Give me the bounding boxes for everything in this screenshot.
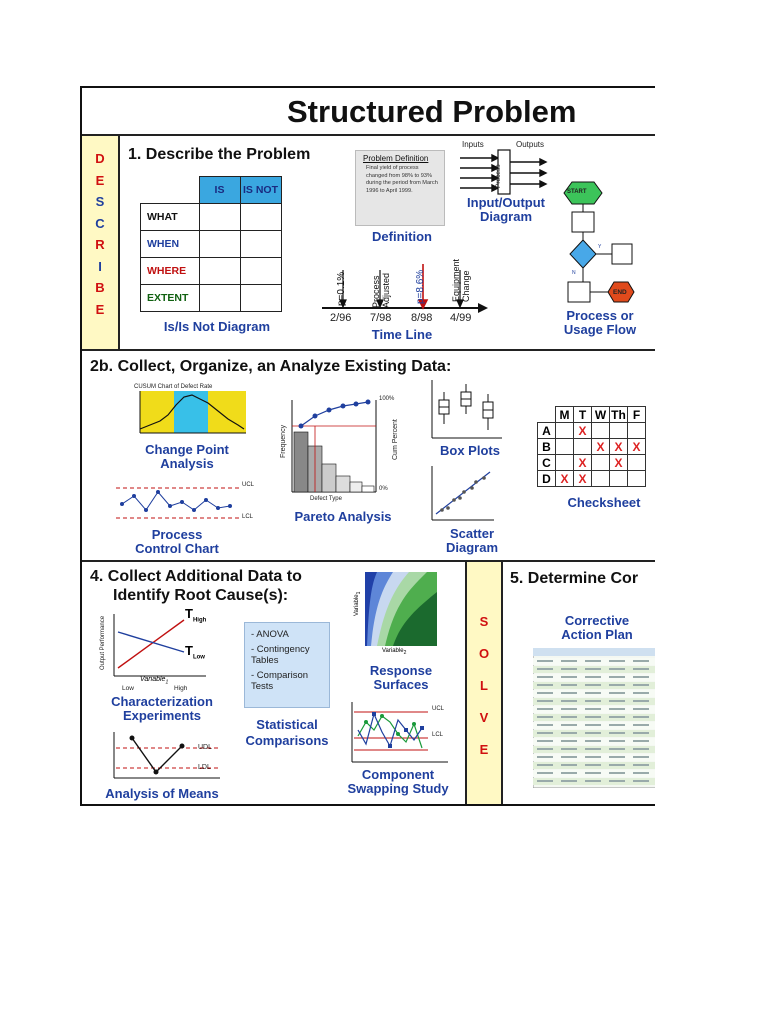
response-label-1: Response (369, 663, 433, 678)
plan-cell-text (609, 740, 625, 742)
checksheet-cell (574, 439, 592, 455)
section-1-divider (82, 349, 655, 351)
io-process-text: Process (495, 164, 502, 188)
stat-item-comparison: - Comparison Tests (251, 670, 309, 692)
plan-cell-text (561, 660, 577, 662)
plan-cell-text (585, 668, 601, 670)
pareto-xlabel: Defect Type (310, 496, 342, 502)
plan-cell-text (537, 764, 553, 766)
stat-item-contingency: - Contingency Tables (251, 644, 310, 666)
section-1-heading: 1. Describe the Problem (128, 146, 311, 163)
checksheet-col-m: M (556, 407, 574, 423)
plan-cell-text (633, 764, 649, 766)
checksheet-row-label: B (538, 439, 556, 455)
flow-label-2: Usage Flow (563, 322, 637, 337)
checksheet-cell (556, 423, 574, 439)
checksheet-cell (592, 455, 610, 471)
plan-cell-text (633, 660, 649, 662)
plan-cell-text (609, 772, 625, 774)
plan-cell-text (609, 708, 625, 710)
timeline-date-1: 2/96 (330, 312, 352, 324)
corrective-label-2: Action Plan (561, 627, 633, 642)
plan-cell-text (561, 732, 577, 734)
checksheet-row-label: A (538, 423, 556, 439)
solve-letter: V (479, 710, 489, 725)
plan-cell-text (609, 756, 625, 758)
solve-divider-right (501, 562, 503, 806)
checksheet-cell (610, 423, 628, 439)
cusum-title: CUSUM Chart of Defect Rate (134, 384, 213, 390)
plan-cell-text (609, 716, 625, 718)
checksheet-cell: X (610, 439, 628, 455)
plan-cell-text (561, 668, 577, 670)
t-high-label: $T_{High}$ (185, 606, 207, 624)
section-2b-heading: 2b. Collect, Organize, an Analyze Existing Data: (90, 358, 452, 375)
section-2-divider (82, 560, 655, 562)
corrective-action-plan-image (533, 648, 655, 788)
plan-cell-text (561, 764, 577, 766)
plan-cell-text (585, 764, 601, 766)
plan-cell-text (585, 724, 601, 726)
io-label-1: Input/Output (467, 195, 545, 210)
scatter-diagram (430, 466, 496, 524)
plan-cell-text (537, 676, 553, 678)
response-surface-chart (365, 572, 437, 646)
plan-cell-text (633, 772, 649, 774)
plan-cell-text (561, 724, 577, 726)
pareto-ylabel: Frequency (280, 424, 287, 458)
swapping-lcl: LCL (432, 732, 444, 738)
plan-cell-text (585, 772, 601, 774)
plan-cell-text (537, 708, 553, 710)
flow-label-1: Process or (566, 308, 634, 323)
describe-column (82, 136, 118, 349)
swapping-ucl: UCL (432, 706, 445, 712)
checksheet-cell: X (610, 455, 628, 471)
timeline-label: Time Line (371, 327, 433, 342)
scatter-label-1: Scatter (449, 526, 495, 541)
anom-ldl: LDL (198, 764, 211, 771)
title-divider (82, 134, 655, 136)
io-inputs-text: Inputs (462, 140, 484, 149)
plan-cell-text (561, 700, 577, 702)
timeline-top-label-3: p=8.6% (415, 269, 426, 304)
plan-cell-text (561, 780, 577, 782)
describe-letter: B (95, 280, 105, 295)
plan-cell-text (609, 724, 625, 726)
flow-end-text: END (613, 289, 627, 296)
characterization-xvar: Variable$_1$ (140, 676, 169, 686)
plan-cell-text (609, 660, 625, 662)
solve-letter: L (480, 678, 488, 693)
plan-cell-text (633, 748, 649, 750)
characterization-high: High (174, 685, 188, 692)
stat-label-1: Statistical (256, 717, 318, 732)
plan-cell-text (561, 716, 577, 718)
change-point-label-1: Change Point (145, 442, 229, 457)
scatter-label-2: Diagram (445, 540, 499, 555)
problem-definition-box (355, 150, 445, 226)
plan-cell-text (633, 676, 649, 678)
plan-cell-text (633, 756, 649, 758)
checksheet-cell (592, 471, 610, 487)
checksheet-cell (556, 439, 574, 455)
section-5-heading: 5. Determine Cor (510, 570, 639, 587)
checksheet-cell: X (574, 455, 592, 471)
pareto-pct-top: 100% (379, 396, 395, 402)
poster-title: Structured Problem (287, 94, 577, 129)
plan-cell-text (537, 756, 553, 758)
plan-cell-text (537, 740, 553, 742)
box-plots (430, 380, 504, 442)
section-4-heading-2: Identify Root Cause(s): (113, 587, 289, 604)
timeline-date-3: 8/98 (411, 312, 433, 324)
plan-cell-text (585, 692, 601, 694)
problem-solving-poster (80, 86, 655, 806)
control-chart-lcl: LCL (242, 514, 254, 520)
timeline-top-label-2: Process Adjusted (371, 272, 391, 308)
checksheet-cell (592, 423, 610, 439)
checksheet-cell (556, 455, 574, 471)
plan-cell-text (609, 668, 625, 670)
cusum-chart (124, 391, 250, 443)
timeline-date-2: 7/98 (370, 312, 392, 324)
checksheet-col-th: Th (611, 407, 626, 422)
plan-cell-text (609, 676, 625, 678)
flow-start-text: START (567, 189, 587, 195)
checksheet-cell (628, 455, 646, 471)
is-not-column-header: IS NOT (240, 177, 281, 204)
plan-cell-text (609, 684, 625, 686)
row-extent: EXTENT (141, 285, 200, 312)
definition-title: Problem Definition (363, 154, 429, 163)
plan-cell-text (537, 668, 553, 670)
plan-cell-text (633, 708, 649, 710)
control-chart-label-2: Control Chart (135, 541, 219, 556)
solve-column (467, 562, 501, 806)
characterization-label-2: Experiments (122, 708, 202, 723)
plan-cell-text (633, 724, 649, 726)
definition-label: Definition (372, 229, 432, 244)
plan-cell-text (561, 684, 577, 686)
plan-cell-text (633, 684, 649, 686)
describe-letter: I (98, 258, 102, 274)
stat-item-anova: - ANOVA (251, 629, 289, 640)
plan-cell-text (609, 692, 625, 694)
checksheet-row-label: D (538, 471, 556, 487)
plan-cell-text (633, 780, 649, 782)
plan-cell-text (537, 780, 553, 782)
plan-cell-text (585, 660, 601, 662)
checksheet-cell: X (556, 471, 574, 487)
plan-cell-text (561, 676, 577, 678)
plan-cell-text (633, 668, 649, 670)
checksheet-cell: X (574, 423, 592, 439)
plan-cell-text (561, 772, 577, 774)
plan-cell-text (609, 700, 625, 702)
plan-cell-text (561, 756, 577, 758)
describe-divider (118, 136, 120, 349)
plan-cell-text (537, 716, 553, 718)
timeline-top-label-1: p=0.1% (336, 271, 347, 306)
timeline-top-label-4: Equipment Change (451, 258, 471, 302)
checksheet-cell (628, 471, 646, 487)
checksheet-cell (610, 471, 628, 487)
describe-letter: D (95, 151, 105, 166)
is-not-label: Is/Is Not Diagram (163, 319, 271, 334)
statistical-methods-box (244, 622, 330, 708)
plan-cell-text (537, 700, 553, 702)
plan-cell-text (561, 740, 577, 742)
row-where: WHERE (141, 258, 200, 285)
anom-udl: UDL (198, 744, 213, 751)
plan-cell-text (561, 692, 577, 694)
characterization-ylabel: Output Performance (100, 615, 106, 670)
t-low-label: $T_{Low}$ (185, 643, 205, 661)
checksheet-label: Checksheet (567, 495, 641, 510)
stat-label-2: Comparisons (245, 733, 329, 748)
plan-cell-text (537, 732, 553, 734)
plan-cell-text (633, 732, 649, 734)
definition-text: Final yield of process changed from 98% to 93% during the period from March 1996 to April 1999. (366, 165, 438, 194)
is-column-header: IS (199, 177, 240, 204)
plan-cell-text (585, 716, 601, 718)
timeline-date-4: 4/99 (450, 312, 472, 324)
swapping-label-2: Swapping Study (347, 781, 449, 796)
is-is-not-table (140, 176, 282, 312)
plan-cell-text (561, 748, 577, 750)
plan-cell-text (585, 676, 601, 678)
solve-letter: E (479, 742, 489, 757)
solve-letter: S (479, 614, 489, 629)
pareto-chart (290, 398, 382, 496)
pareto-label: Pareto Analysis (294, 509, 392, 524)
plan-cell-text (537, 692, 553, 694)
plan-cell-text (609, 732, 625, 734)
io-label-2: Diagram (479, 209, 533, 224)
plan-cell-text (585, 748, 601, 750)
process-flow-diagram (558, 178, 655, 310)
response-xlabel: Variable$_2$ (382, 648, 407, 657)
row-when: WHEN (141, 231, 200, 258)
response-label-2: Surfaces (373, 677, 429, 692)
checksheet-table (537, 406, 646, 487)
characterization-label-1: Characterization (111, 694, 213, 709)
flow-yes-text: Y (598, 244, 602, 250)
describe-letter: C (95, 215, 105, 231)
describe-letter: R (95, 237, 105, 252)
characterization-low: Low (122, 685, 134, 692)
process-control-chart (114, 480, 254, 524)
plan-cell-text (609, 748, 625, 750)
io-outputs-text: Outputs (516, 140, 545, 149)
checksheet-cell: X (574, 471, 592, 487)
plan-cell-text (585, 780, 601, 782)
plan-cell-text (609, 780, 625, 782)
flow-no-text: N (572, 270, 576, 276)
anom-label: Analysis of Means (105, 786, 219, 801)
pareto-pct-bottom: 0% (379, 486, 388, 492)
section-4-heading-1: 4. Collect Additional Data to (90, 568, 302, 585)
plan-cell-text (561, 708, 577, 710)
plan-cell-text (537, 748, 553, 750)
checksheet-row-label: C (538, 455, 556, 471)
plan-cell-text (585, 732, 601, 734)
plan-cell-text (585, 740, 601, 742)
plan-cell-text (537, 772, 553, 774)
checksheet-col-w: W (592, 407, 610, 423)
checksheet-cell (628, 423, 646, 439)
plan-cell-text (585, 700, 601, 702)
change-point-label-2: Analysis (160, 456, 214, 471)
corrective-label-1: Corrective (564, 613, 630, 628)
plan-cell-text (537, 724, 553, 726)
checksheet-cell: X (628, 439, 646, 455)
checksheet-col-f: F (628, 407, 646, 423)
describe-letter: E (95, 301, 105, 317)
box-plots-label: Box Plots (440, 443, 500, 458)
plan-cell-text (585, 708, 601, 710)
plan-cell-text (585, 756, 601, 758)
control-chart-label-1: Process (151, 527, 203, 542)
pareto-right-axis: Cum Percent (392, 419, 399, 460)
plan-cell-text (537, 684, 553, 686)
plan-cell-text (633, 716, 649, 718)
checksheet-cell: X (592, 439, 610, 455)
describe-letter: S (95, 194, 105, 209)
plan-cell-text (633, 740, 649, 742)
plan-cell-text (633, 700, 649, 702)
plan-cell-text (609, 764, 625, 766)
control-chart-ucl: UCL (242, 482, 255, 488)
plan-cell-text (537, 660, 553, 662)
solve-letter: O (478, 646, 490, 661)
plan-cell-text (585, 684, 601, 686)
checksheet-col-t: T (574, 407, 592, 423)
swapping-label-1: Component (361, 767, 435, 782)
row-what: WHAT (141, 204, 200, 231)
describe-letter: E (95, 172, 105, 188)
response-ylabel: Variable$_1$ (354, 591, 363, 616)
plan-cell-text (633, 692, 649, 694)
analysis-of-means-chart (112, 732, 222, 782)
